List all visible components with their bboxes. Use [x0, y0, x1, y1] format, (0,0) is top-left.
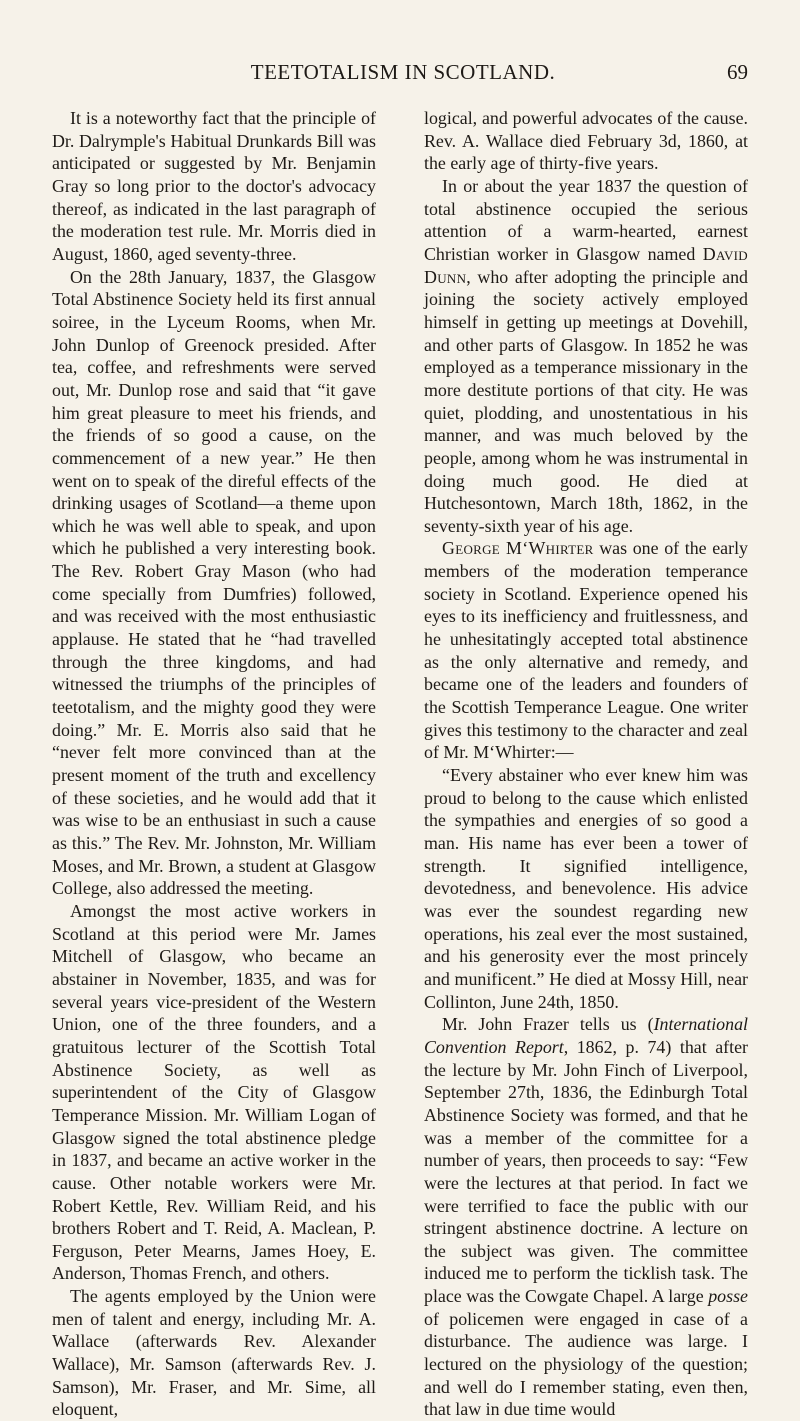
- quotation-paragraph: “Every abstainer who ever knew him was proud to belong to the cause which enlisted the sympathies and energies of so good a man. His name has ever been a tower of strength. It signified intelligence, devotedness, and benevolence. His advice was ever the soundest regarding new operations, his zeal ever the most sustained, and his generosity ever the most princely and munificent.” He died at Mossy Hill, near Collinton, June 24th, 1850.: [424, 765, 748, 1012]
- person-name: David Dunn: [424, 243, 748, 287]
- text-run: In or about the year 1837 the question of total abstinence occupied the serious attention of a warm-hearted, earnest Christian worker in Glasgow named: [424, 175, 748, 264]
- paragraph: On the 28th January, 1837, the Glasgow Total Abstinence Society held its first annual soiree, in the Lyceum Rooms, when Mr. John Dunlop of Greenock presided. After tea, coffee, and refreshments were served out, Mr. Dunlop rose and said that “it gave him great pleasure to meet his friends, and the friends of so good a cause, on the commencement of a new year.” He then went on to speak of the direful effects of the drinking usages of Scotland—a theme upon which he was well able to speak, and upon which he published a very interesting book. The Rev. Robert Gray Mason (who had come specially from Dumfries) followed, and was received with the most enthusiastic applause. He stated that he “had travelled through the three kingdoms, and had witnessed the triumphs of the principles of teetotalism, and the mighty good they were doing.” Mr. E. Morris also said that he “never felt more convinced than at the present moment of the truth and excellency of these societies, and he would add that it was wise to be an enthusiast in such a cause as this.” The Rev. Mr. Johnston, Mr. William Moses, and Mr. Brown, a student at Glasgow College, also addressed the meeting.: [52, 266, 376, 899]
- running-title: TEETOTALISM IN SCOTLAND.: [250, 60, 556, 84]
- paragraph: It is a noteworthy fact that the principle of Dr. Dalrymple's Habitual Drunkards Bill was anticipated or suggested by Mr. Benjamin Gray so long prior to the doctor's advocacy thereof, as indicated in the last paragraph of the moderation test rule. Mr. Morris died in August, 1860, aged seventy-three.: [52, 108, 376, 264]
- paragraph-continued: logical, and powerful advocates of the cause. Rev. A. Wallace died February 3d, 1860, at the early age of thirty-five years.: [424, 108, 748, 174]
- person-name: George M‘Whirter: [442, 538, 594, 559]
- paragraph: [424, 175, 748, 538]
- text-run: , 1862, p. 74) that after the lecture by Mr. John Finch of Liverpool, September 27th, 1836, the Edinburgh Total Abstinence Society was formed, and that he was a member of the committee for a number of years, then proceeds to say: “Few were the lectures at that period. In fact we were terrified to face the public with our stringent abstinence doctrine. A lecture on the subject was given. The committee induced me to perform the ticklish task. The place was the Cowgate Chapel. A large: [424, 1036, 748, 1307]
- paragraph: Amongst the most active workers in Scotland at this period were Mr. James Mitchell of Glasgow, who became an abstainer in November, 1835, and was for several years vice-president of the Western Union, one of the three founders, and a gratuitous lecturer of the Scottish Total Abstinence Society, as well as superintendent of the City of Glasgow Temperance Mission. Mr. William Logan of Glasgow signed the total abstinence pledge in 1837, and became an active worker in the cause. Other notable workers were Mr. Robert Kettle, Rev. William Reid, and his brothers Robert and T. Reid, A. Maclean, P. Ferguson, Peter Mearns, James Hoey, E. Anderson, Thomas French, and others.: [52, 900, 376, 1284]
- left-column: [52, 107, 376, 1421]
- italic-word: posse: [708, 1286, 748, 1307]
- text-run: was one of the early members of the moderation temperance society in Scotland. Experience opened his eyes to its inefficiency and fruitlessness, and he unhesitatingly accepted total abstinence as the only alternative and remedy, and became one of the leaders and founders of the Scottish Temperance League. One writer gives this testimony to the character and zeal of Mr. M‘Whirter:—: [424, 538, 748, 763]
- right-column: [424, 107, 748, 1421]
- text-run: of policemen were engaged in case of a disturbance. The audience was large. I lectured on the physiology of the question; and well do I remember stating, even then, that law in due time would: [424, 1308, 748, 1420]
- italic-title: International Convention Report: [424, 1014, 748, 1057]
- page-header: [58, 60, 748, 90]
- paragraph: [424, 537, 748, 764]
- paragraph: [424, 1013, 748, 1421]
- paragraph: The agents employed by the Union were men of talent and energy, including Mr. A. Wallace (afterwards Rev. Alexander Wallace), Mr. Samson (afterwards Rev. J. Samson), Mr. Fraser, and Mr. Sime, all eloquent,: [52, 1286, 376, 1420]
- text-run: Mr. John Frazer tells us (: [442, 1014, 654, 1035]
- page-number: 69: [727, 60, 748, 84]
- text-run: , who after adopting the principle and joining the society actively employed himself in getting up meetings at Dovehill, and other parts of Glasgow. In 1852 he was employed as a temperance missionary in the more destitute portions of that city. He was quiet, plodding, and unostentatious in his manner, and was much beloved by the people, among whom he was instrumental in doing much good. He died at Hutchesontown, March 18th, 1862, in the seventy-sixth year of his age.: [424, 266, 748, 536]
